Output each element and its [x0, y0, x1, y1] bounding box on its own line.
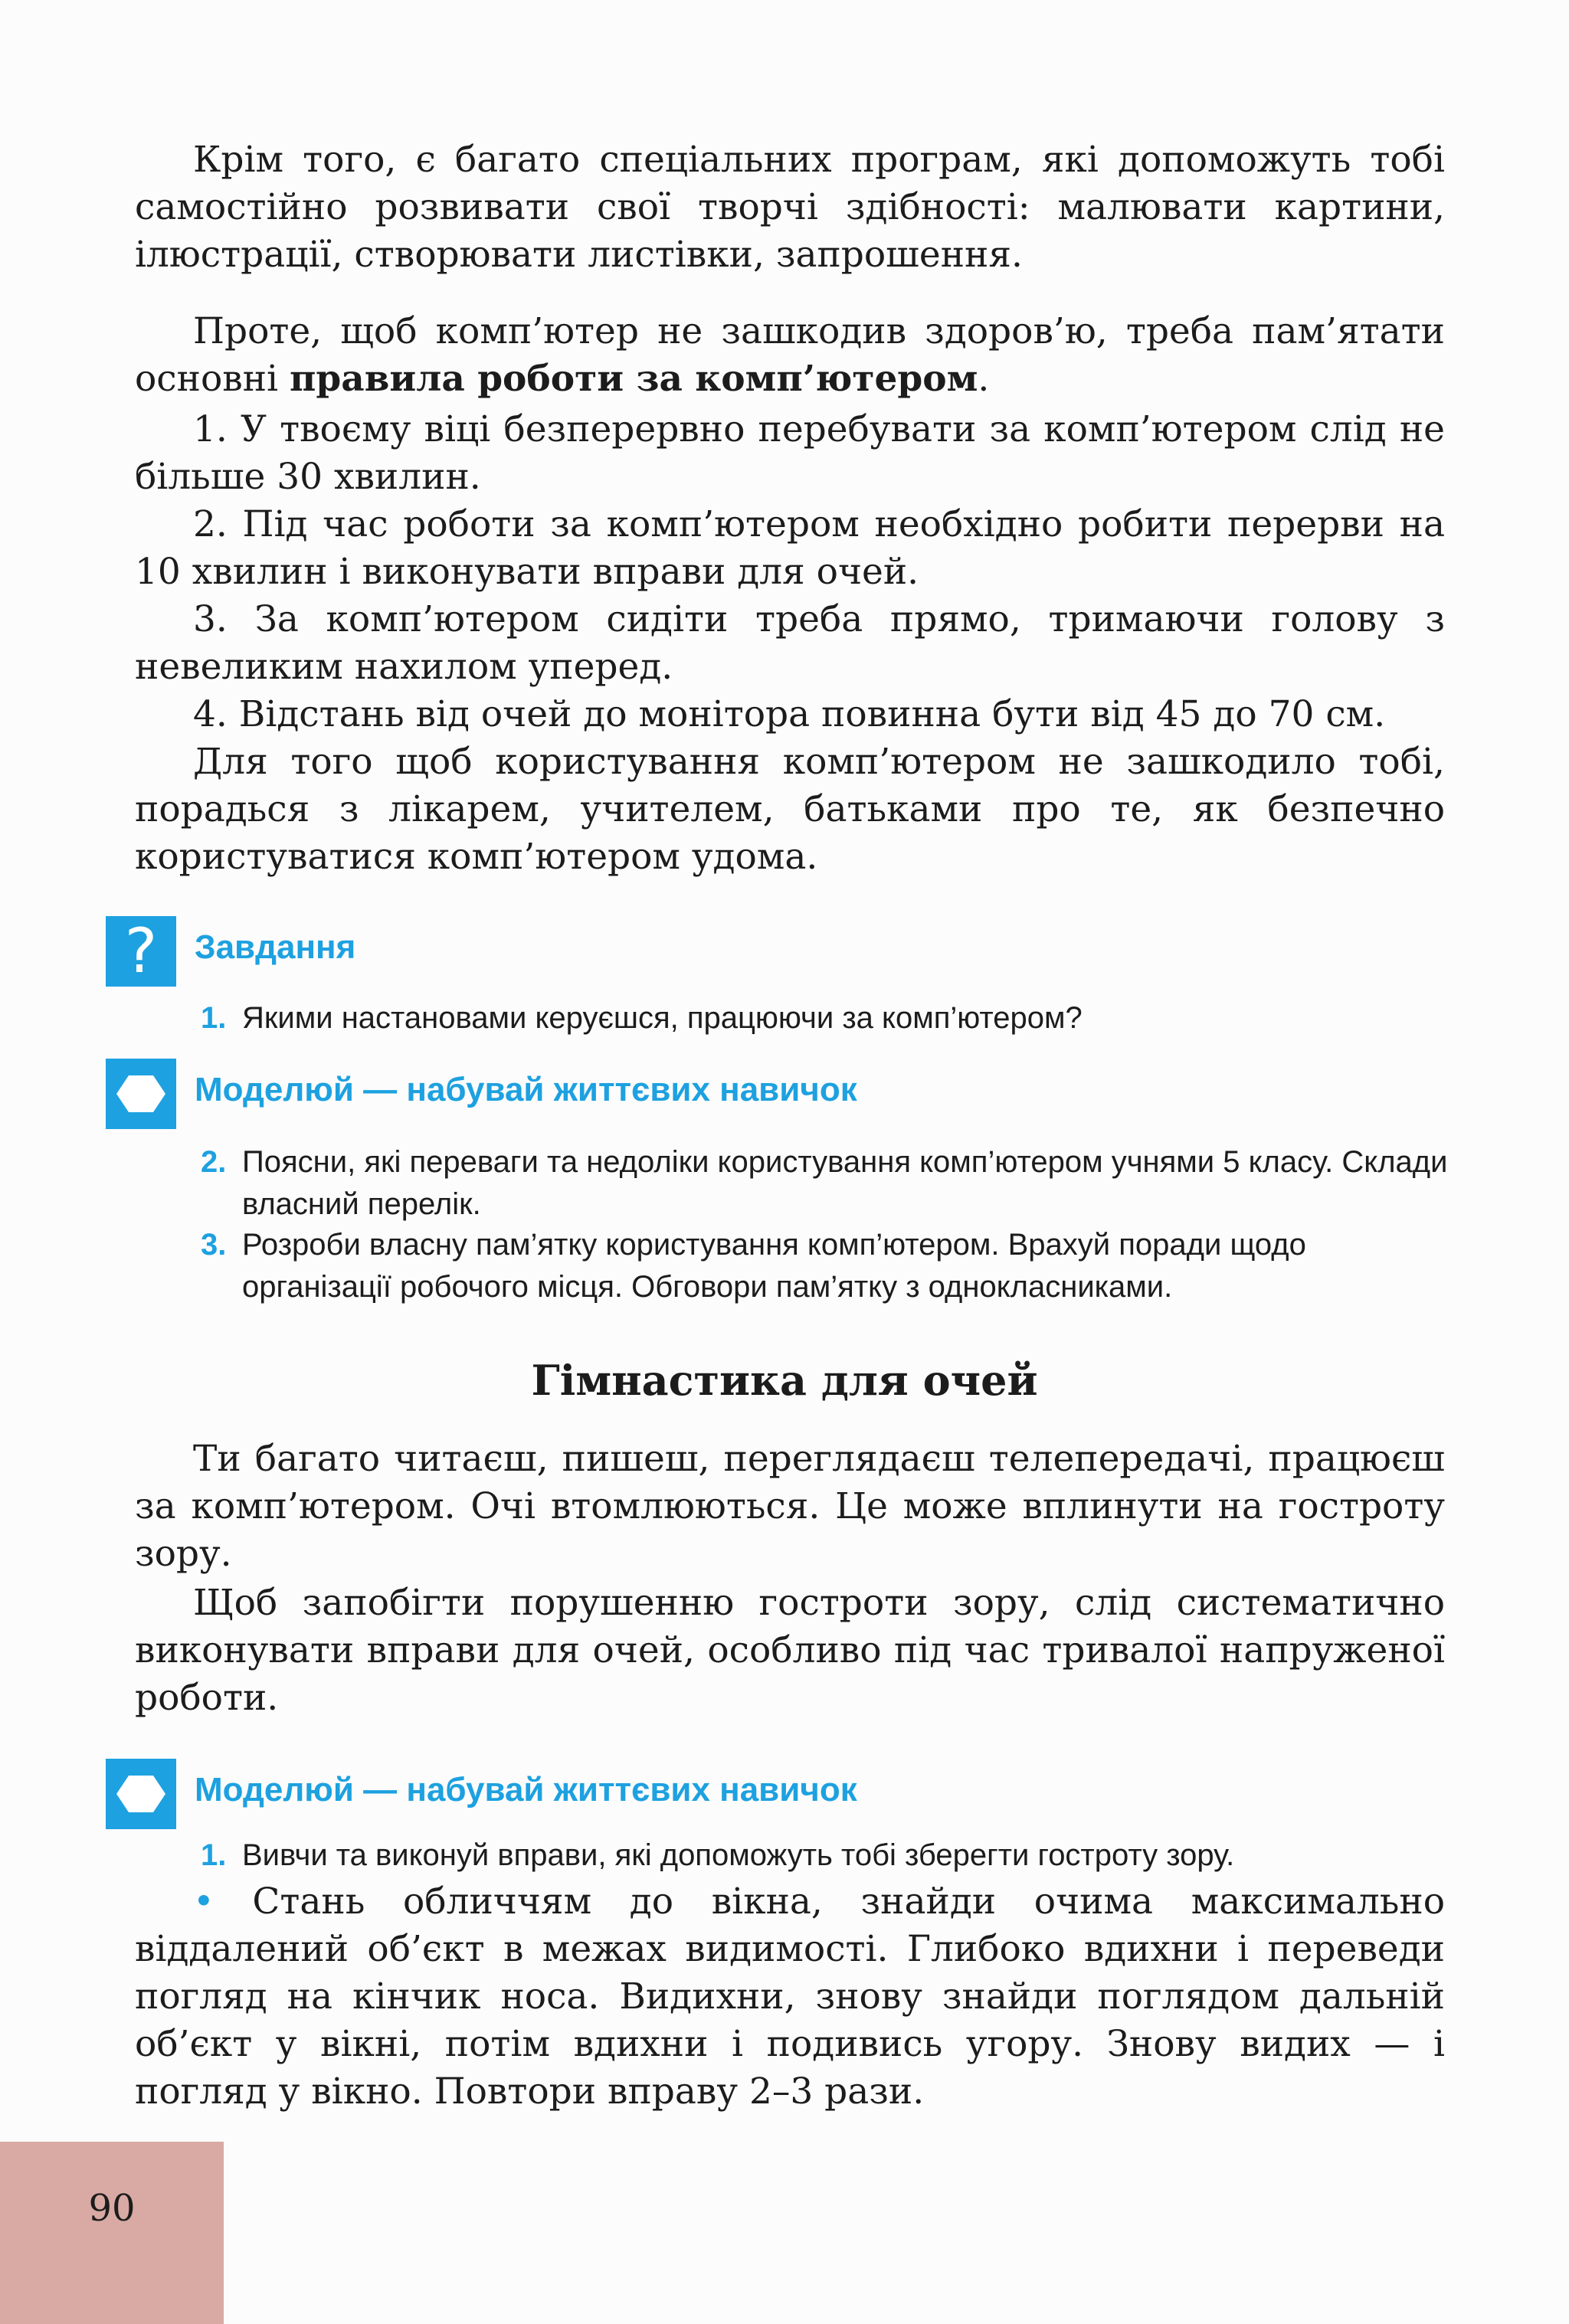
task-text: Розроби власну пам’ятку користування комп’ютером. Врахуй поради щодо організації робочого місця. Обговори пам’ятку з однокласниками.	[242, 1228, 1306, 1304]
task-item-1	[201, 997, 1451, 1039]
page-number: 90	[88, 2187, 136, 2230]
task-text: Якими настановами керуєшся, працюючи за комп’ютером?	[242, 1001, 1083, 1035]
section-heading: Гімнастика для очей	[531, 1356, 1038, 1405]
rule-1: 1. У твоєму віці безперервно перебувати за комп’ютером слід не більше 30 хвилин.	[135, 408, 1445, 498]
question-mark-icon: ?	[106, 916, 176, 987]
tasks-section-title: Завдання	[195, 928, 356, 966]
task-number: 1.	[201, 1838, 227, 1872]
rules-intro-bold: правила роботи за комп’ютером	[290, 358, 978, 400]
gymnastics-paragraph-1: Ти багато читаєш, пишеш, переглядаєш телепередачі, працюєш за комп’ютером. Очі втомлюються. Це може вплинути на гостроту зору.	[135, 1438, 1445, 1575]
task-item-1	[201, 1835, 1451, 1877]
advice-paragraph: Для того щоб користування комп’ютером не зашкодило тобі, порадься з лікарем, учителем, батьками про те, як безпечно користуватися комп’ютером удома.	[135, 741, 1445, 878]
rules-intro-paragraph	[135, 308, 1445, 403]
gymnastics-paragraph-2: Щоб запобігти порушенню гостроти зору, слід систематично виконувати вправи для очей, особливо під час тривалої напруженої роботи.	[135, 1582, 1445, 1719]
task-number: 3.	[201, 1228, 227, 1262]
rules-intro-text: Проте, щоб комп’ютер не зашкодив здоров’ю, треба пам’ятати основні	[135, 310, 1445, 400]
model-section-title: Моделюй — набувай життєвих навичок	[195, 1071, 857, 1108]
hexagon-icon	[106, 1759, 176, 1829]
bullet-icon: •	[193, 1880, 215, 1923]
rule-3: 3. За комп’ютером сидіти треба прямо, тримаючи голову з невеликим нахилом уперед.	[135, 598, 1445, 688]
task-number: 2.	[201, 1145, 227, 1179]
rule-2: 2. Під час роботи за комп’ютером необхідно робити перерви на 10 хвилин і виконувати вправи для очей.	[135, 503, 1445, 593]
model-section-title: Моделюй — набувай життєвих навичок	[195, 1771, 857, 1808]
task-number: 1.	[201, 1001, 227, 1035]
rule-4: 4. Відстань від очей до монітора повинна бути від 45 до 70 см.	[193, 693, 1386, 735]
task-text: Вивчи та виконуй вправи, які допоможуть тобі зберегти гостроту зору.	[242, 1838, 1235, 1872]
hexagon-icon	[106, 1059, 176, 1129]
task-item-2	[201, 1141, 1451, 1226]
exercise-paragraph	[135, 1878, 1445, 2116]
task-text: Поясни, які переваги та недоліки користування комп’ютером учнями 5 класу. Склади власний перелік.	[242, 1145, 1448, 1221]
intro-paragraph: Крім того, є багато спеціальних програм, які допоможуть тобі самостійно розвивати свої творчі здібності: малювати картини, ілюстрації, створювати листівки, запрошення.	[135, 139, 1445, 276]
rules-intro-end: .	[978, 358, 990, 400]
task-item-3	[201, 1224, 1451, 1308]
exercise-text: Стань обличчям до вікна, знайди очима максимально віддалений об’єкт в межах видимості. Глибоко вдихни і переведи погляд на кінчик носа. Видихни, знову знайди поглядом дальній об’єкт у вікні, потім вдихни і подивись угору. Знову видих — і погляд у вікно. Повтори вправу 2–3 рази.	[135, 1880, 1445, 2113]
page-number-tab	[0, 2142, 224, 2324]
